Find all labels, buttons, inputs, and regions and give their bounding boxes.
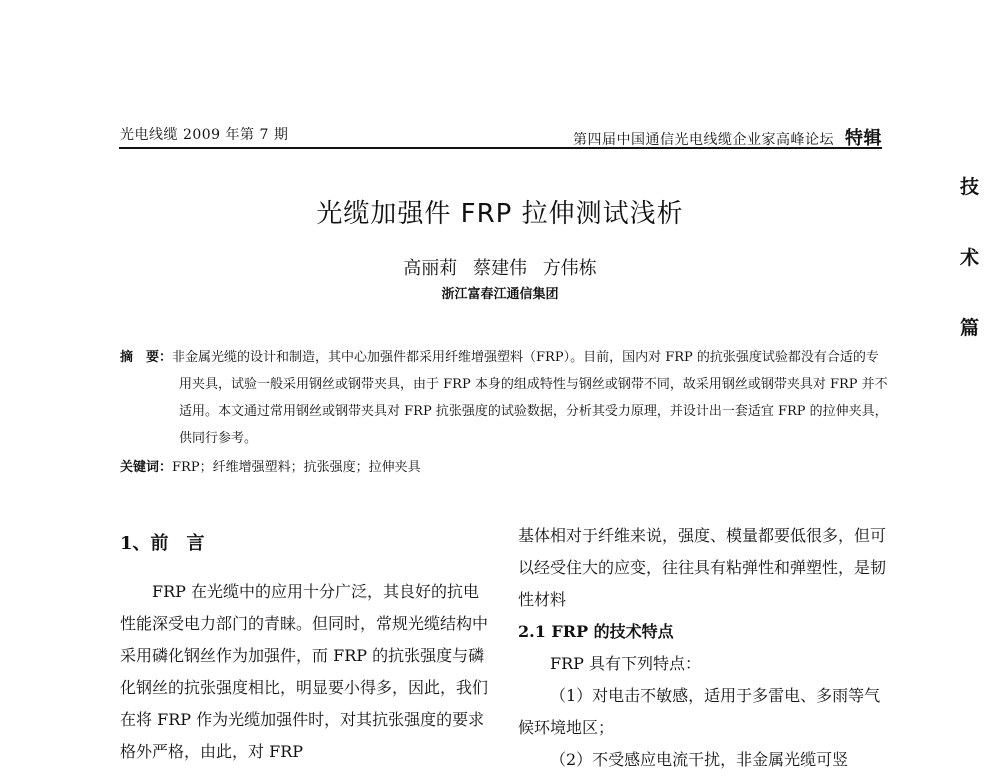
running-header-left: 光电线缆 2009 年第 7 期 [120,127,289,143]
side-label-char-1: 技 [960,176,980,198]
feature-item-1: （1）对电击不敏感，适用于多雷电、多雨等气候环境地区； [518,686,881,737]
article-title: 光缆加强件 FRP 拉伸测试浅析 [316,199,684,229]
article-affiliation: 浙江富春江通信集团 [441,287,559,302]
subsection-heading-frp-features: 2.1 FRP 的技术特点 [518,622,674,641]
running-header-title: 第四届中国通信光电线缆企业家高峰论坛 [573,132,835,148]
header-rule [119,147,882,149]
intro-paragraph: FRP 在光缆中的应用十分广泛，其良好的抗电性能深受电力部门的青睐。但同时，常规光缆结构中采用磷化钢丝作为加强件，而 FRP 的抗张强度与磷化钢丝的抗张强度相比，明显要小得多，因此，我们在将 FRP 作为光缆加强件时，对其抗张强度的要求格外严格，由此，对 FRP [120,582,489,761]
left-column [120,520,488,768]
feature-item-2: （2）不受感应电流干扰，非金属光缆可竖 [550,750,849,769]
features-intro: FRP 具有下列特点： [550,654,702,673]
keywords [120,456,421,475]
right-column [518,520,886,776]
side-label-char-2: 术 [960,247,980,269]
running-header-tag: 特辑 [845,128,882,149]
abstract-label: 摘 要： [120,350,173,365]
keywords-label: 关键词： [120,460,173,475]
abstract-text: 非金属光缆的设计和制造，其中心加强件都采用纤维增强塑料（FRP）。目前，国内对 FRP 的抗张强度试验都没有合适的专用夹具，试验一般采用钢丝或钢带夹具，由于 FRP 本身的组成特性与钢丝或钢带不同，故采用钢丝或钢带夹具对 FRP 并不适用。本文通过常用钢丝或钢带夹具对 FRP 抗张强度的试验数据，分析其受力原理，并设计出一套适宜 FRP 的拉伸夹具，供同行参考。 [172,350,888,446]
article-authors: 高丽莉 蔡建伟 方伟栋 [403,258,597,279]
section-heading-intro: 1、前 言 [120,533,205,554]
abstract-paragraph [120,344,890,452]
keywords-text: FRP；纤维增强塑料；抗张强度；拉伸夹具 [172,460,421,475]
side-label-char-3: 篇 [960,317,980,339]
abstract [120,344,890,452]
matrix-paragraph: 基体相对于纤维来说，强度、模量都要低很多，但可以经受住大的应变，往往具有粘弹性和弹塑性，是韧性材料 [518,526,887,609]
